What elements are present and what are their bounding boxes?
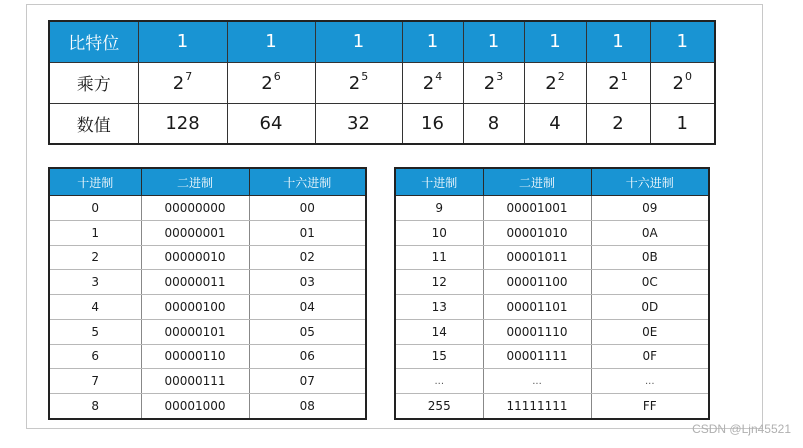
hex-cell: 03: [249, 270, 366, 295]
decimal-cell: 10: [395, 220, 483, 245]
hex-cell: 05: [249, 319, 366, 344]
binary-cell: 00000110: [141, 344, 249, 369]
power-cell: $2^2$: [524, 62, 586, 103]
hex-cell: 04: [249, 295, 366, 320]
power-cell: $2^4$: [402, 62, 463, 103]
bit-row-label: 比特位: [49, 21, 138, 62]
decimal-cell: 1: [49, 220, 141, 245]
decimal-cell: 2: [49, 245, 141, 270]
column-header-hex: 十六进制: [591, 168, 709, 196]
table-row: [49, 369, 366, 394]
column-header-binary: 二进制: [141, 168, 249, 196]
power-cell: $2^5$: [315, 62, 402, 103]
decimal-cell: 5: [49, 319, 141, 344]
watermark: CSDN @Ljn45521: [692, 422, 791, 436]
decimal-cell: 9: [395, 196, 483, 221]
bit-cell: 1: [138, 21, 227, 62]
power-cell: $2^6$: [227, 62, 315, 103]
bit-cell: 1: [586, 21, 650, 62]
table-row: [395, 196, 709, 221]
column-header-decimal: 十进制: [395, 168, 483, 196]
decimal-cell: 13: [395, 295, 483, 320]
hex-cell: 09: [591, 196, 709, 221]
bit-cell: 1: [463, 21, 524, 62]
table-row: [49, 344, 366, 369]
hex-cell: 07: [249, 369, 366, 394]
value-cell: 2: [586, 103, 650, 144]
binary-cell: 00001010: [483, 220, 591, 245]
bit-cell: 1: [650, 21, 715, 62]
table-row: [49, 270, 366, 295]
decimal-cell: 7: [49, 369, 141, 394]
table-row: [395, 295, 709, 320]
value-cell: 128: [138, 103, 227, 144]
value-row-label: 数值: [49, 103, 138, 144]
value-cell: 8: [463, 103, 524, 144]
bit-row: [49, 21, 715, 62]
decimal-cell: 0: [49, 196, 141, 221]
binary-cell: 00000000: [141, 196, 249, 221]
decimal-cell: 14: [395, 319, 483, 344]
hex-cell: 0F: [591, 344, 709, 369]
binary-cell: ...: [483, 369, 591, 394]
binary-cell: 00001000: [141, 394, 249, 419]
table-row: [395, 270, 709, 295]
value-row: [49, 103, 715, 144]
binary-cell: 00001100: [483, 270, 591, 295]
decimal-cell: 12: [395, 270, 483, 295]
binary-cell: 00001001: [483, 196, 591, 221]
binary-cell: 00000010: [141, 245, 249, 270]
hex-cell: ...: [591, 369, 709, 394]
power-row-label: 乘方: [49, 62, 138, 103]
table-row: [395, 245, 709, 270]
bit-cell: 1: [227, 21, 315, 62]
bit-cell: 1: [402, 21, 463, 62]
table-row: [49, 220, 366, 245]
hex-cell: 00: [249, 196, 366, 221]
value-cell: 4: [524, 103, 586, 144]
decimal-cell: 255: [395, 394, 483, 419]
table-row: [49, 245, 366, 270]
decimal-cell: 4: [49, 295, 141, 320]
decimal-cell: 6: [49, 344, 141, 369]
binary-cell: 11111111: [483, 394, 591, 419]
power-cell: $2^1$: [586, 62, 650, 103]
binary-cell: 00001101: [483, 295, 591, 320]
hex-cell: 0D: [591, 295, 709, 320]
binary-cell: 00000100: [141, 295, 249, 320]
hex-cell: 0E: [591, 319, 709, 344]
hex-cell: 06: [249, 344, 366, 369]
hex-cell: 0B: [591, 245, 709, 270]
table-row: [395, 220, 709, 245]
conversion-table-9-255: [394, 167, 710, 420]
decimal-cell: 11: [395, 245, 483, 270]
table-row: [395, 369, 709, 394]
table-row: [49, 394, 366, 419]
hex-cell: 0A: [591, 220, 709, 245]
column-header-hex: 十六进制: [249, 168, 366, 196]
binary-cell: 00001011: [483, 245, 591, 270]
bit-cell: 1: [524, 21, 586, 62]
value-cell: 32: [315, 103, 402, 144]
decimal-cell: 15: [395, 344, 483, 369]
hex-cell: 08: [249, 394, 366, 419]
decimal-cell: 8: [49, 394, 141, 419]
table-row: [49, 319, 366, 344]
hex-cell: FF: [591, 394, 709, 419]
value-cell: 1: [650, 103, 715, 144]
binary-cell: 00000011: [141, 270, 249, 295]
bit-weight-table: [48, 20, 716, 145]
power-cell: $2^7$: [138, 62, 227, 103]
conversion-table-0-8: [48, 167, 367, 420]
decimal-cell: 3: [49, 270, 141, 295]
binary-cell: 00001110: [483, 319, 591, 344]
binary-cell: 00000001: [141, 220, 249, 245]
value-cell: 64: [227, 103, 315, 144]
hex-cell: 0C: [591, 270, 709, 295]
table-row: [395, 394, 709, 419]
decimal-cell: ...: [395, 369, 483, 394]
power-cell: $2^3$: [463, 62, 524, 103]
table-row: [49, 295, 366, 320]
binary-cell: 00001111: [483, 344, 591, 369]
table-header-row: [49, 168, 366, 196]
hex-cell: 01: [249, 220, 366, 245]
bit-cell: 1: [315, 21, 402, 62]
table-row: [395, 344, 709, 369]
hex-cell: 02: [249, 245, 366, 270]
column-header-decimal: 十进制: [49, 168, 141, 196]
table-row: [395, 319, 709, 344]
table-row: [49, 196, 366, 221]
power-row: [49, 62, 715, 103]
binary-cell: 00000101: [141, 319, 249, 344]
power-cell: $2^0$: [650, 62, 715, 103]
table-header-row: [395, 168, 709, 196]
column-header-binary: 二进制: [483, 168, 591, 196]
value-cell: 16: [402, 103, 463, 144]
binary-cell: 00000111: [141, 369, 249, 394]
